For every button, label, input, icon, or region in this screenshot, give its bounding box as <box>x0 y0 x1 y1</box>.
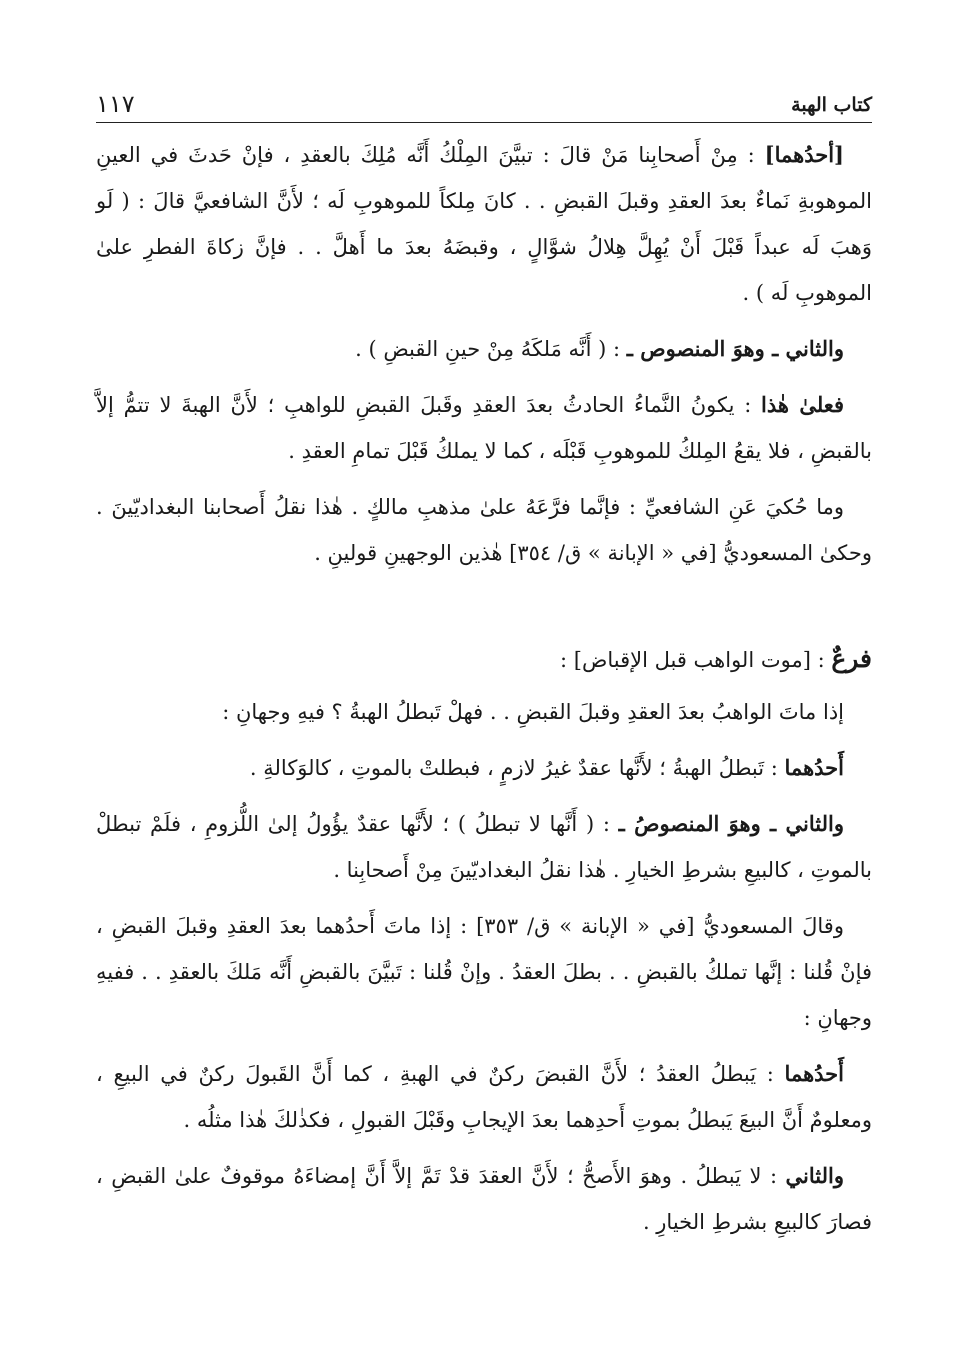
paragraph-lead: والثاني <box>785 1163 844 1188</box>
paragraph <box>96 903 872 1041</box>
section-heading <box>96 636 872 683</box>
paragraph-text: : لا يَبطلُ . وهوَ الأَصحُّ ؛ لأَنَّ العقدَ قدْ تَمَّ إلاَّ أَنَّ إمضاءَهُ موقوفٌ علىٰ القبضِ ، فصارَ كالبيعِ بشرطِ الخيارِ . <box>96 1164 872 1234</box>
paragraph <box>96 484 872 576</box>
paragraph-text: إذا ماتَ الواهبُ بعدَ العقدِ وقبلَ القبضِ . . فهلْ تَبطلُ الهبةُ ؟ فيهِ وجهانِ : <box>222 700 844 724</box>
section-title: : [موت الواهب قبل الإقباض] : <box>560 648 832 672</box>
paragraph-text: وقالَ المسعوديُّ [في « الإبانة » ق/ ٣٥٣] : إذا ماتَ أَحدُهما بعدَ العقدِ وقبلَ القبضِ ، فإنْ قُلنا : إنَّها تملكُ بالقبضِ . . بطلَ العقدُ . وإنْ قُلنا : تَبيَّنَ بالقبضِ أَنَّه مَلكَ بالعقدِ . . ففيهِ وجهانِ : <box>96 914 872 1030</box>
paragraph-lead: أَحدُهما <box>784 1061 844 1086</box>
paragraph <box>96 745 872 791</box>
paragraph-lead: والثاني ـ وهوَ المنصوصُ ـ <box>618 811 845 836</box>
paragraph-lead: والثاني ـ وهوَ المنصوص ـ <box>626 336 844 361</box>
paragraph-text: وما حُكيَ عَنِ الشافعيِّ : فإنَّما فرَّعَهُ علىٰ مذهبِ مالكٍ . هٰذا نقلُ أَصحابنا البغداديّينَ . وحكىٰ المسعوديُّ [في « الإبانة » ق/ ٣٥٤] هٰذين الوجهينِ قولينِ . <box>96 495 872 565</box>
page-body <box>96 132 872 1255</box>
paragraph-text: : ( أَنَّه مَلكَهُ مِنْ حينِ القبضِ ) . <box>355 337 627 361</box>
paragraph-text: : يكونُ النَّماءُ الحادثُ بعدَ العقدِ وقَبلَ القبضِ للواهبِ ؛ لأَنَّ الهبةَ لا تتمُّ إلاَّ بالقبضِ ، فلا يقعُ المِلكُ للموهوبِ قَبْلَه ، كما لا يملكُ قَبْلَ تمامِ العقدِ . <box>96 393 872 463</box>
running-title: كتاب الهبة <box>791 94 872 116</box>
paragraph-lead: [أحدُهما] <box>764 142 844 167</box>
paragraph <box>96 1153 872 1245</box>
section-gap <box>96 586 872 636</box>
paragraph-lead: أَحدُهما <box>784 755 844 780</box>
paragraph <box>96 382 872 474</box>
paragraph-lead: فعلىٰ هٰذا <box>761 392 844 417</box>
paragraph-text: : يَبطلُ العقدُ ؛ لأَنَّ القبضَ ركنٌ في الهبةِ ، كما أَنَّ القَبولَ ركنٌ في البيعِ ، ومعلومٌ أَنَّ البيعَ يَبطلُ بموتِ أَحدِهما بعدَ الإيجابِ وقَبْلَ القبولِ ، فكذٰلكَ هٰذا مثلُه . <box>96 1062 872 1132</box>
section-word: فرعٌ <box>831 644 872 673</box>
page-number: ١١٧ <box>96 90 135 118</box>
running-header <box>96 82 872 123</box>
paragraph <box>96 689 872 735</box>
paragraph-text: : تَبطلُ الهبةُ ؛ لأَنَّها عقدٌ غيرُ لازمٍ ، فبطلتْ بالموتِ ، كالوَكالةِ . <box>249 756 785 780</box>
paragraph <box>96 801 872 893</box>
paragraph <box>96 326 872 372</box>
paragraph <box>96 1051 872 1143</box>
paragraph <box>96 132 872 316</box>
paragraph-text: : ( أَنَّها لا تبطلُ ) ؛ لأَنَّها عقدٌ يؤُولُ إلىٰ اللُّزومِ ، فلَمْ تبطلْ بالموتِ ، كالبيعِ بشرطِ الخيارِ . هٰذا نقلُ البغداديّينَ مِنْ أَصحابِنا . <box>96 812 872 882</box>
paragraph-text: : مِنْ أَصحابِنا مَنْ قالَ : تبيَّنَ المِلْكُ أَنَّه مُلِكَ بالعقدِ ، فإنْ حَدثَ في العينِ الموهوبةِ نَماءٌ بعدَ العقدِ وقبلَ القبضِ . . كانَ مِلكاً للموهوبِ لَه ؛ لأَنَّ الشافعيَّ قالَ : ( لَو وَهبَ لَه عبداً قَبْلَ أَنْ يُهِلَّ هِلالُ شوَّالٍ ، وقبضَهُ بعدَ ما أَهلَّ . . فإنَّ زكاةَ الفطرِ علىٰ الموهوبِ لَه ) . <box>96 143 872 305</box>
